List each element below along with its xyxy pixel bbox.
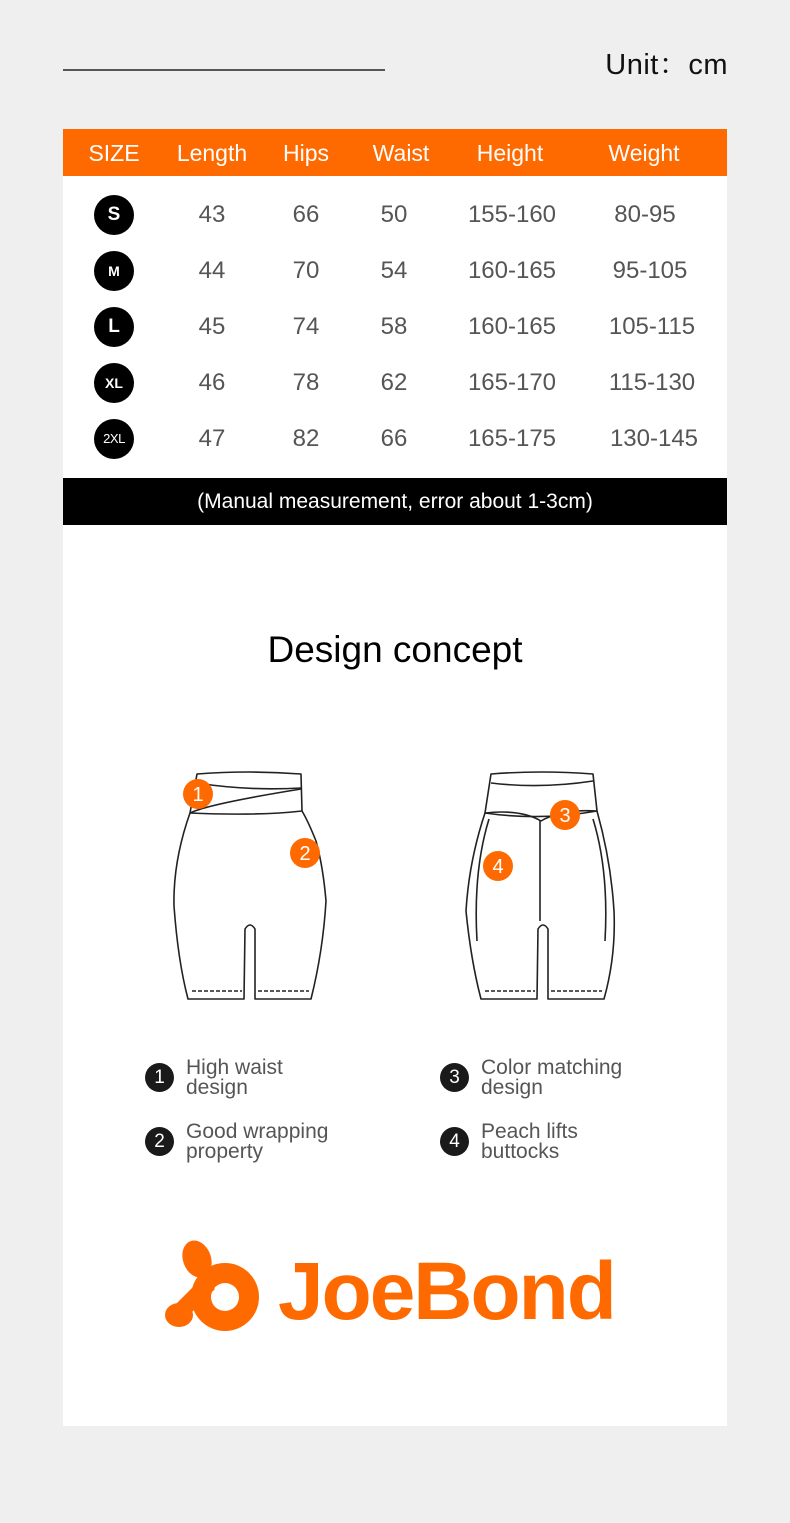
- waist-cell: 62: [380, 369, 408, 396]
- size-badge: XL: [94, 363, 134, 403]
- col-hips: Hips: [282, 140, 329, 166]
- length-cell: 44: [198, 257, 226, 284]
- header-rule: [63, 69, 385, 71]
- height-cell: 160-165: [467, 257, 557, 284]
- col-length: Length: [176, 140, 248, 166]
- hips-cell: 82: [292, 425, 320, 452]
- length-cell: 47: [198, 425, 226, 452]
- weight-cell: 105-115: [608, 313, 696, 340]
- size-badge: M: [94, 251, 134, 291]
- waist-cell: 54: [380, 257, 408, 284]
- legend-line-1: Peach lifts: [481, 1120, 578, 1143]
- legend-line-2: property: [186, 1140, 264, 1163]
- height-cell: 155-160: [467, 201, 557, 228]
- weight-cell: 130-145: [609, 425, 699, 452]
- hips-cell: 74: [292, 313, 320, 340]
- legend-number: 3: [440, 1063, 469, 1092]
- legend-line-2: design: [186, 1076, 248, 1099]
- marker-1-label: 1: [192, 784, 204, 806]
- waist-cell: 66: [380, 425, 408, 452]
- legend-number: 2: [145, 1127, 174, 1156]
- col-size: SIZE: [88, 140, 140, 166]
- brand-logo-icon: [163, 1237, 268, 1337]
- legend-number: 4: [440, 1127, 469, 1156]
- size-table-header: [63, 129, 727, 176]
- waist-cell: 58: [380, 313, 408, 340]
- hips-cell: 78: [292, 369, 320, 396]
- hips-cell: 70: [292, 257, 320, 284]
- front-shorts-illustration: [168, 761, 338, 1006]
- back-shorts-illustration: [461, 761, 621, 1006]
- legend-line-2: buttocks: [481, 1140, 560, 1163]
- table-row: [63, 413, 727, 469]
- legend-line-1: Color matching: [481, 1056, 623, 1079]
- weight-cell: 115-130: [608, 369, 696, 396]
- legend-line-1: High waist: [186, 1056, 283, 1079]
- unit-label: Unit：cm: [605, 49, 728, 81]
- table-row: [63, 357, 727, 413]
- marker-2-label: 2: [299, 843, 311, 865]
- waist-cell: 50: [380, 201, 408, 228]
- measurement-note: (Manual measurement, error about 1-3cm): [63, 478, 727, 525]
- height-cell: 165-170: [467, 369, 557, 396]
- design-concept-title: Design concept: [267, 629, 523, 670]
- col-waist: Waist: [372, 140, 430, 166]
- marker-4-label: 4: [492, 856, 504, 878]
- legend-number: 1: [145, 1063, 174, 1092]
- height-cell: 165-175: [467, 425, 557, 452]
- legend-line-2: design: [481, 1076, 543, 1099]
- size-badge: 2XL: [94, 419, 134, 459]
- length-cell: 43: [198, 201, 226, 228]
- table-row: [63, 189, 727, 245]
- weight-cell: 95-105: [612, 257, 688, 284]
- brand-name: JoeBond: [278, 1246, 615, 1337]
- table-row: [63, 301, 727, 357]
- length-cell: 45: [198, 313, 226, 340]
- marker-3-label: 3: [559, 805, 571, 827]
- table-row: [63, 245, 727, 301]
- length-cell: 46: [198, 369, 226, 396]
- height-cell: 160-165: [467, 313, 557, 340]
- col-height: Height: [476, 140, 544, 166]
- col-weight: Weight: [608, 140, 680, 166]
- legend-line-1: Good wrapping: [186, 1120, 329, 1143]
- size-badge: S: [94, 195, 134, 235]
- size-badge: L: [94, 307, 134, 347]
- content-card: [63, 129, 727, 1426]
- hips-cell: 66: [292, 201, 320, 228]
- weight-cell: 80-95: [614, 201, 676, 228]
